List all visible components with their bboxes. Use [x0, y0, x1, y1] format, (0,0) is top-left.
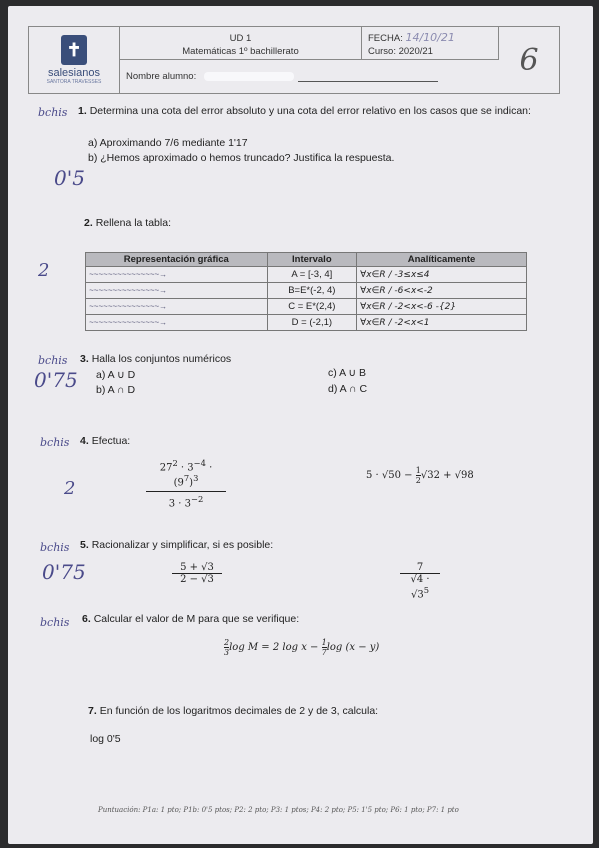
q2-number: 2.	[84, 217, 93, 229]
number-line-sketch: ~~~~~~~~~~~~~~~→	[89, 286, 168, 295]
q5-expression-2	[400, 562, 440, 600]
unit-box	[120, 27, 362, 59]
margin-note-q4: bchis	[40, 436, 70, 449]
margin-note-q5: bchis	[40, 541, 70, 554]
table-row	[86, 283, 527, 299]
question-1	[78, 104, 538, 119]
q3-number: 3.	[80, 353, 89, 365]
date-box	[362, 27, 499, 59]
school-logo	[29, 27, 120, 93]
score-q4: 2	[64, 478, 76, 499]
analytic-cell: ∀x∈R / -2<x<1	[357, 315, 527, 331]
exam-header	[28, 26, 560, 94]
interval-cell: A = [-3, 4]	[267, 267, 357, 283]
header-middle	[120, 27, 499, 93]
curso-label: Curso: 2020/21	[368, 46, 433, 57]
exam-sheet	[8, 6, 593, 844]
interval-cell: D = (-2,1)	[267, 315, 357, 331]
q5-text: Racionalizar y simplificar, si es posible:	[91, 539, 274, 551]
col-header-grafica: Representación gráfica	[86, 253, 268, 267]
question-7	[88, 704, 378, 719]
q5-expr2-numerator: 7	[400, 562, 440, 574]
margin-note-q3: bchis	[38, 354, 68, 367]
score-q1: 0'5	[54, 166, 85, 190]
q1-a: a) Aproximando 7/6 mediante 1'17	[88, 137, 248, 149]
number-line-sketch: ~~~~~~~~~~~~~~~→	[89, 270, 168, 279]
q5-expr1-denominator: 2 − √3	[180, 574, 214, 585]
q3-text: Halla los conjuntos numéricos	[91, 353, 232, 365]
alumno-label: Nombre alumno:	[126, 71, 197, 82]
q4-expression-1	[146, 458, 226, 509]
header-row-name	[120, 60, 499, 93]
table-row	[86, 315, 527, 331]
q6-equation: $\frac{2}{3}$ log M = 2 log x − $\frac{1}{7}$ log (x − y)	[224, 638, 380, 657]
logo-text: salesianos	[48, 67, 100, 79]
score-q3: 0'75	[34, 368, 78, 392]
name-line	[298, 72, 438, 82]
graph-cell	[86, 299, 268, 315]
q7-text: En función de los logaritmos decimales de 2 y de 3, calcula:	[99, 705, 379, 717]
fecha-value: 14/10/21	[405, 31, 455, 44]
score-q2: 2	[38, 260, 50, 281]
q3-c: c) A ∪ B	[328, 367, 367, 379]
interval-cell: C = E*(2,4)	[267, 299, 357, 315]
q6-number: 6.	[82, 613, 91, 625]
q3-a: a) A ∪ D	[96, 369, 136, 381]
question-3	[80, 352, 231, 367]
scoring-footer: Puntuación: P1a: 1 pto; P1b: 0'5 ptos; P2: 2 pto; P3: 1 ptos; P4: 2 pto; P5: 1'5 pto; P6: 1 pto; P7: 1 pto	[98, 806, 459, 814]
logo-icon: ✝	[61, 35, 87, 65]
unit-label: UD 1	[229, 33, 252, 44]
question-4	[80, 434, 130, 449]
fecha-label: FECHA:	[368, 33, 403, 44]
q2-text: Rellena la tabla:	[95, 217, 171, 229]
intervals-table	[85, 252, 527, 331]
margin-note-q6: bchis	[40, 616, 70, 629]
analytic-cell: ∀x∈R / -3≤x≤4	[357, 267, 527, 283]
q5-expr1-numerator: 5 + √3	[172, 562, 222, 574]
number-line-sketch: ~~~~~~~~~~~~~~~→	[89, 318, 168, 327]
q1-number: 1.	[78, 105, 87, 117]
margin-note-q1: bchis	[38, 106, 68, 119]
q7-item: log 0'5	[90, 733, 121, 745]
q3-d: d) A ∩ C	[328, 383, 368, 395]
header-row-top	[120, 27, 499, 60]
table-row	[86, 299, 527, 315]
graph-cell	[86, 267, 268, 283]
table-row	[86, 267, 527, 283]
q5-expression-1	[172, 562, 222, 585]
q1-b: b) ¿Hemos aproximado o hemos truncado? Justifica la respuesta.	[88, 152, 395, 164]
graph-cell	[86, 283, 268, 299]
q5-number: 5.	[80, 539, 89, 551]
col-header-intervalo: Intervalo	[267, 253, 357, 267]
q4-expr1-denominator: $3 \cdot 3^{-2}$	[168, 493, 204, 509]
q5-expr2-denominator: $√4 \cdot √3^5$	[410, 574, 430, 601]
interval-cell: B=E*(-2, 4)	[267, 283, 357, 299]
number-line-sketch: ~~~~~~~~~~~~~~~→	[89, 302, 168, 311]
score-q5: 0'75	[42, 560, 86, 584]
question-2	[84, 216, 171, 231]
q6-text: Calcular el valor de M para que se verifique:	[93, 613, 300, 625]
q7-number: 7.	[88, 705, 97, 717]
col-header-analitica: Analíticamente	[357, 253, 527, 267]
analytic-cell: ∀x∈R / -6<x<-2	[357, 283, 527, 299]
subject-label: Matemáticas 1º bachillerato	[182, 46, 299, 57]
grade-mark: 6	[519, 42, 539, 78]
q3-b: b) A ∩ D	[96, 384, 136, 396]
logo-sub: SANTORA TRAVESSES	[46, 79, 102, 85]
redacted-name	[204, 72, 294, 81]
question-6	[82, 612, 299, 627]
q1-text: Determina una cota del error absoluto y una cota del error relativo en los casos que se indican:	[89, 105, 531, 117]
q4-expr1-numerator: $27^2 \cdot 3^{-4} \cdot (9^7)^3$	[146, 458, 226, 492]
table-header-row	[86, 253, 527, 267]
question-5	[80, 538, 273, 553]
q4-expression-2: 5 · √50 − $\frac{1}{2}$ √32 + √98	[366, 466, 474, 485]
q4-text: Efectua:	[91, 435, 131, 447]
graph-cell	[86, 315, 268, 331]
analytic-cell: ∀x∈R / -2<x<-6 -{2}	[357, 299, 527, 315]
q4-number: 4.	[80, 435, 89, 447]
